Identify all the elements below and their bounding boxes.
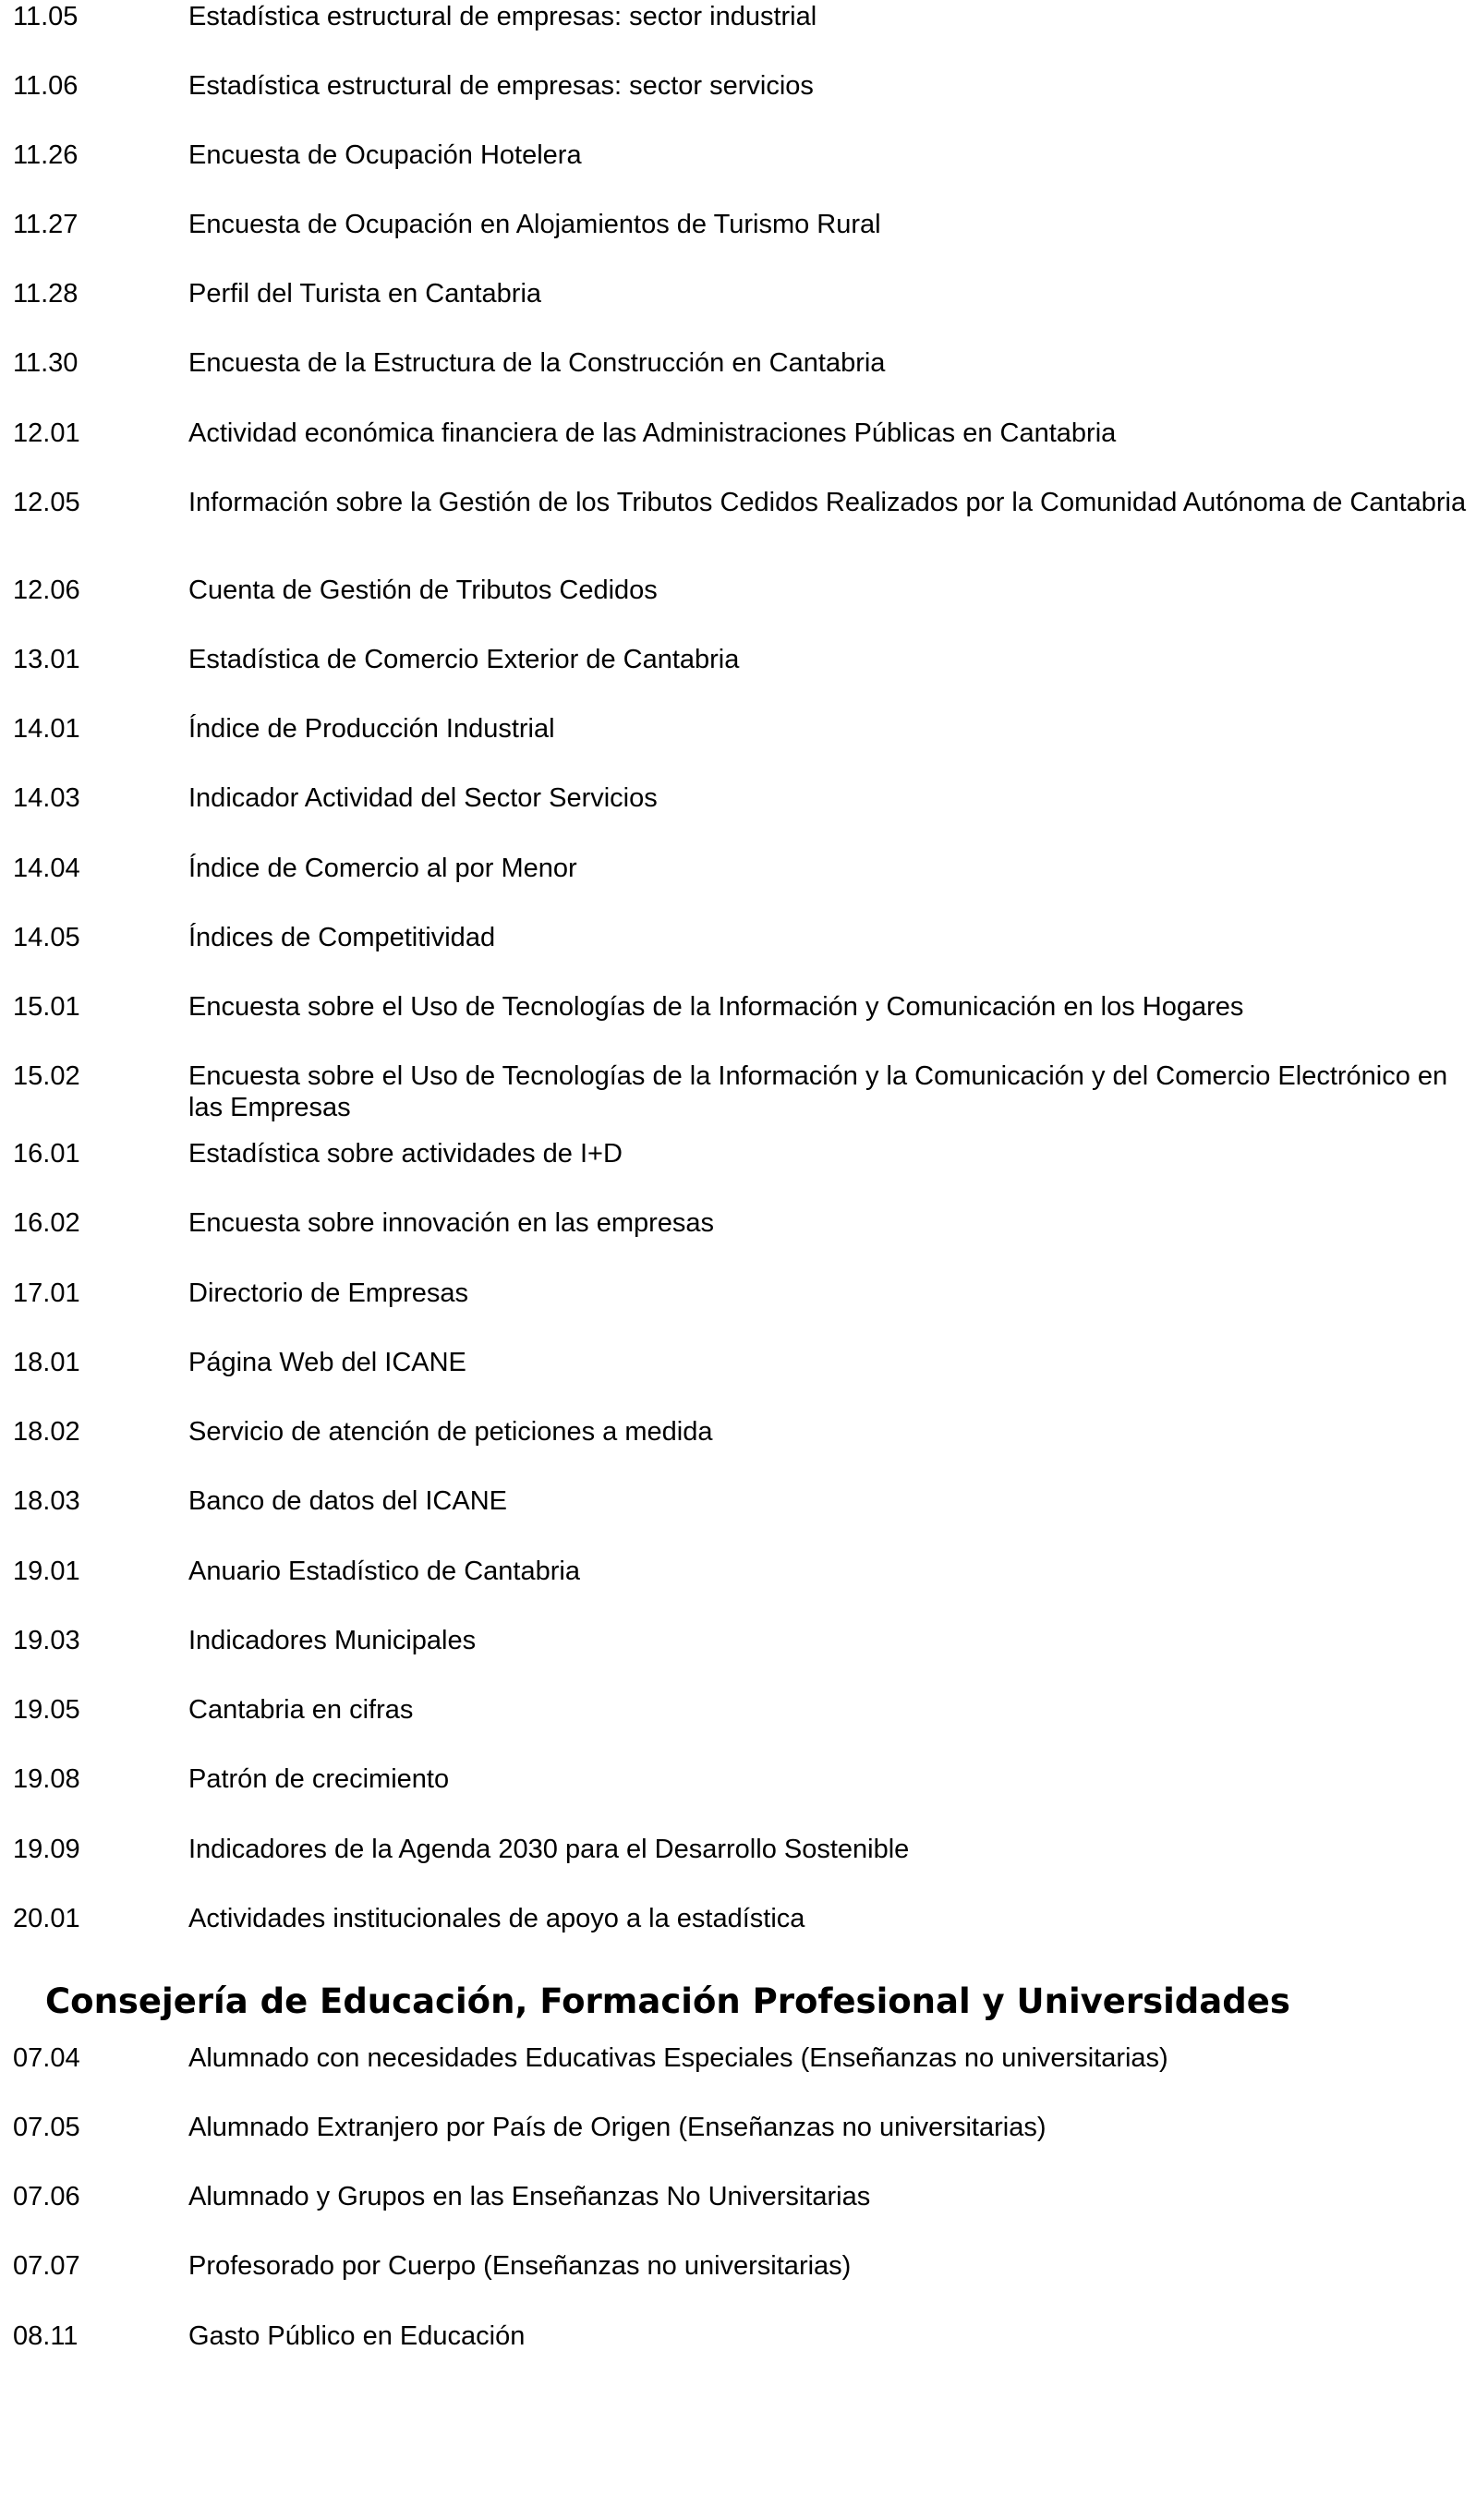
statistic-code: 11.28 bbox=[13, 279, 79, 309]
statistic-code: 16.02 bbox=[13, 1208, 80, 1238]
statistic-title: Alumnado Extranjero por País de Origen (Enseñanzas no universitarias) bbox=[188, 2113, 1047, 2142]
statistic-title: Perfil del Turista en Cantabria bbox=[188, 279, 542, 309]
statistic-code: 20.01 bbox=[13, 1904, 80, 1933]
statistic-code: 12.05 bbox=[13, 488, 80, 517]
statistic-title: Anuario Estadístico de Cantabria bbox=[188, 1557, 580, 1586]
statistic-title: Alumnado con necesidades Educativas Especiales (Enseñanzas no universitarias) bbox=[188, 2043, 1168, 2073]
statistic-title: Actividad económica financiera de las Administraciones Públicas en Cantabria bbox=[188, 418, 1117, 448]
statistic-title: Servicio de atención de peticiones a medida bbox=[188, 1417, 713, 1447]
statistic-title: Indicadores Municipales bbox=[188, 1626, 477, 1655]
statistic-code: 15.01 bbox=[13, 992, 80, 1022]
statistic-code: 07.07 bbox=[13, 2251, 80, 2281]
statistic-title: Alumnado y Grupos en las Enseñanzas No Universitarias bbox=[188, 2182, 871, 2211]
statistic-code: 12.06 bbox=[13, 575, 80, 605]
statistic-code: 18.02 bbox=[13, 1417, 80, 1447]
statistic-code: 18.03 bbox=[13, 1486, 80, 1516]
statistic-code: 11.26 bbox=[13, 140, 79, 170]
statistic-title: Encuesta sobre el Uso de Tecnologías de la Información y la Comunicación y del Comercio Electrónico en las Empresas bbox=[188, 1061, 1448, 1122]
statistic-code: 14.04 bbox=[13, 854, 80, 883]
statistic-code: 08.11 bbox=[13, 2321, 79, 2351]
statistic-code: 11.05 bbox=[13, 2, 79, 31]
statistic-code: 11.06 bbox=[13, 71, 79, 101]
statistic-code: 07.05 bbox=[13, 2113, 80, 2142]
statistic-code: 14.01 bbox=[13, 714, 80, 744]
statistic-code: 12.01 bbox=[13, 418, 80, 448]
statistic-code: 19.08 bbox=[13, 1764, 80, 1794]
statistic-title: Estadística de Comercio Exterior de Cantabria bbox=[188, 645, 740, 674]
statistic-title: Cantabria en cifras bbox=[188, 1695, 414, 1725]
statistic-title: Encuesta de la Estructura de la Construcción en Cantabria bbox=[188, 348, 886, 378]
statistic-title: Banco de datos del ICANE bbox=[188, 1486, 507, 1516]
statistic-title: Indicador Actividad del Sector Servicios bbox=[188, 783, 658, 813]
statistic-code: 16.01 bbox=[13, 1139, 80, 1169]
statistic-title: Indicadores de la Agenda 2030 para el Desarrollo Sostenible bbox=[188, 1835, 910, 1864]
statistic-code: 15.02 bbox=[13, 1061, 80, 1091]
statistic-title: Índice de Comercio al por Menor bbox=[188, 854, 577, 883]
statistic-code: 11.30 bbox=[13, 348, 79, 378]
section-heading: Consejería de Educación, Formación Profesional y Universidades bbox=[45, 1981, 1290, 2021]
statistic-title: Estadística sobre actividades de I+D bbox=[188, 1139, 623, 1169]
statistic-code: 18.01 bbox=[13, 1348, 80, 1377]
statistic-code: 19.09 bbox=[13, 1835, 80, 1864]
statistic-code: 07.04 bbox=[13, 2043, 80, 2073]
statistic-code: 14.05 bbox=[13, 923, 80, 952]
statistic-code: 14.03 bbox=[13, 783, 80, 813]
statistic-title: Encuesta sobre el Uso de Tecnologías de la Información y Comunicación en los Hogares bbox=[188, 992, 1244, 1022]
statistic-code: 19.01 bbox=[13, 1557, 80, 1586]
statistic-title: Estadística estructural de empresas: sector servicios bbox=[188, 71, 814, 101]
statistic-title: Índices de Competitividad bbox=[188, 923, 496, 952]
statistic-title: Encuesta de Ocupación en Alojamientos de Turismo Rural bbox=[188, 210, 881, 239]
statistic-title: Estadística estructural de empresas: sector industrial bbox=[188, 2, 817, 31]
statistic-code: 11.27 bbox=[13, 210, 79, 239]
statistic-title: Índice de Producción Industrial bbox=[188, 714, 555, 744]
statistic-title: Patrón de crecimiento bbox=[188, 1764, 450, 1794]
statistic-code: 19.03 bbox=[13, 1626, 80, 1655]
statistic-code: 19.05 bbox=[13, 1695, 80, 1725]
statistic-title: Cuenta de Gestión de Tributos Cedidos bbox=[188, 575, 658, 605]
statistic-title: Información sobre la Gestión de los Tributos Cedidos Realizados por la Comunidad Autónoma de Cantabria bbox=[188, 488, 1467, 517]
statistic-code: 17.01 bbox=[13, 1278, 80, 1308]
statistic-title: Directorio de Empresas bbox=[188, 1278, 468, 1308]
statistic-title: Gasto Público en Educación bbox=[188, 2321, 526, 2351]
statistic-title: Profesorado por Cuerpo (Enseñanzas no universitarias) bbox=[188, 2251, 852, 2281]
statistic-code: 07.06 bbox=[13, 2182, 80, 2211]
statistic-title: Encuesta de Ocupación Hotelera bbox=[188, 140, 582, 170]
statistic-title: Encuesta sobre innovación en las empresas bbox=[188, 1208, 715, 1238]
statistic-code: 13.01 bbox=[13, 645, 80, 674]
statistic-title: Actividades institucionales de apoyo a la estadística bbox=[188, 1904, 805, 1933]
statistic-title: Página Web del ICANE bbox=[188, 1348, 466, 1377]
